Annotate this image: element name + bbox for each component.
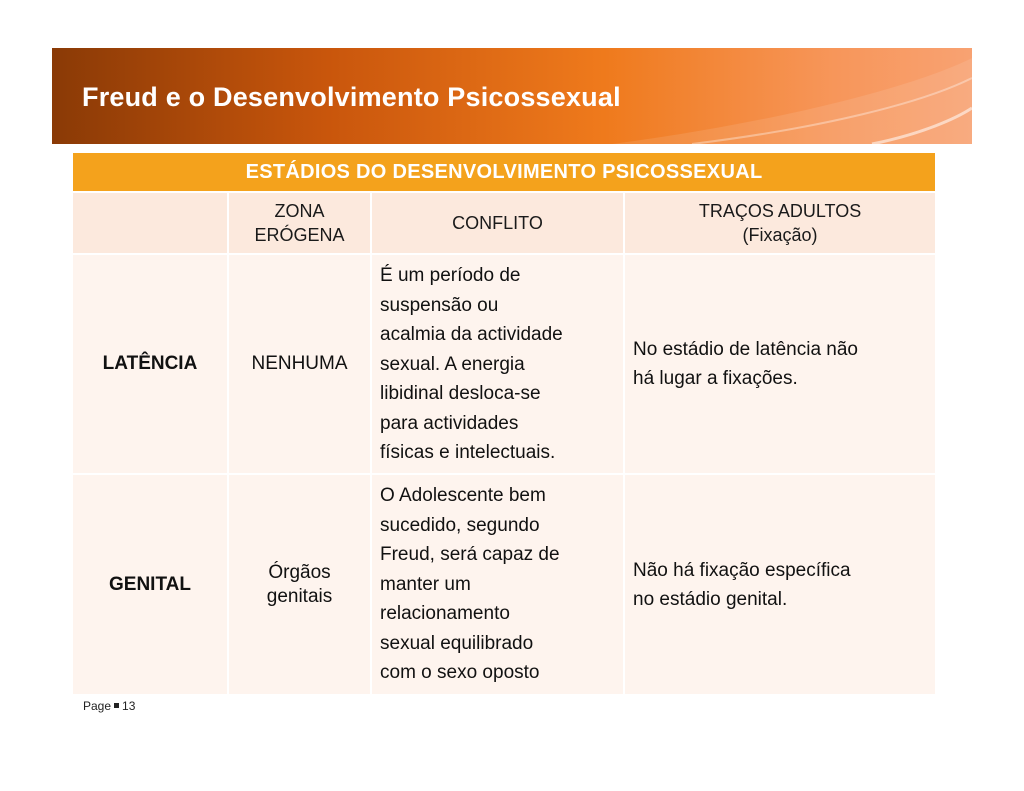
conflict-line: O Adolescente bem xyxy=(380,485,546,506)
column-header-zone-line: ZONA xyxy=(274,201,325,221)
page-number: 13 xyxy=(122,699,136,713)
table-row xyxy=(72,474,936,695)
column-header-traits xyxy=(624,192,936,254)
page-label: Page xyxy=(83,699,112,713)
conflict-line: libidinal desloca-se xyxy=(380,383,541,404)
conflict-text xyxy=(371,254,624,474)
stages-table xyxy=(71,151,937,696)
conflict-line: físicas e intelectuais. xyxy=(380,442,556,463)
traits-line: no estádio genital. xyxy=(633,588,788,610)
stage-name: LATÊNCIA xyxy=(72,254,228,474)
column-header-traits-line: (Fixação) xyxy=(742,225,818,245)
traits-line: há lugar a fixações. xyxy=(633,368,798,389)
traits-line: Não há fixação específica xyxy=(633,559,851,581)
conflict-line: É um período de xyxy=(380,265,521,286)
zone-line: Órgãos xyxy=(268,561,331,583)
conflict-line: relacionamento xyxy=(380,603,510,624)
stage-name: GENITAL xyxy=(72,474,228,695)
column-header-stage xyxy=(72,192,228,254)
conflict-text xyxy=(371,474,624,695)
adult-traits xyxy=(624,254,936,474)
zone-line: genitais xyxy=(266,585,333,607)
conflict-line: Freud, será capaz de xyxy=(380,544,560,565)
column-header-zone xyxy=(228,192,371,254)
erogenous-zone xyxy=(228,254,371,474)
conflict-line: sexual equilibrado xyxy=(380,632,534,654)
table-header-row xyxy=(72,152,936,192)
table-header: ESTÁDIOS DO DESENVOLVIMENTO PSICOSSEXUAL xyxy=(72,152,936,192)
title-bar xyxy=(52,48,972,144)
zone-line: NENHUMA xyxy=(251,353,348,374)
adult-traits xyxy=(624,474,936,695)
column-header-zone-line: ERÓGENA xyxy=(254,225,345,245)
conflict-line: manter um xyxy=(380,573,471,595)
traits-line: No estádio de latência não xyxy=(633,339,858,360)
column-headers-row xyxy=(72,192,936,254)
conflict-line: com o sexo oposto xyxy=(380,662,540,683)
conflict-line: para actividades xyxy=(380,412,519,434)
conflict-line: sucedido, segundo xyxy=(380,514,540,536)
slide-title: Freud e o Desenvolvimento Psicossexual xyxy=(82,82,621,112)
page-footer xyxy=(83,699,135,713)
conflict-line: suspensão ou xyxy=(380,294,499,316)
column-header-traits-line: TRAÇOS ADULTOS xyxy=(698,201,862,221)
conflict-line: sexual. A energia xyxy=(380,353,525,375)
bullet-square-icon xyxy=(114,703,119,708)
conflict-line: acalmia da actividade xyxy=(380,324,563,345)
column-header-conflict: CONFLITO xyxy=(371,192,624,254)
table-row xyxy=(72,254,936,474)
erogenous-zone xyxy=(228,474,371,695)
